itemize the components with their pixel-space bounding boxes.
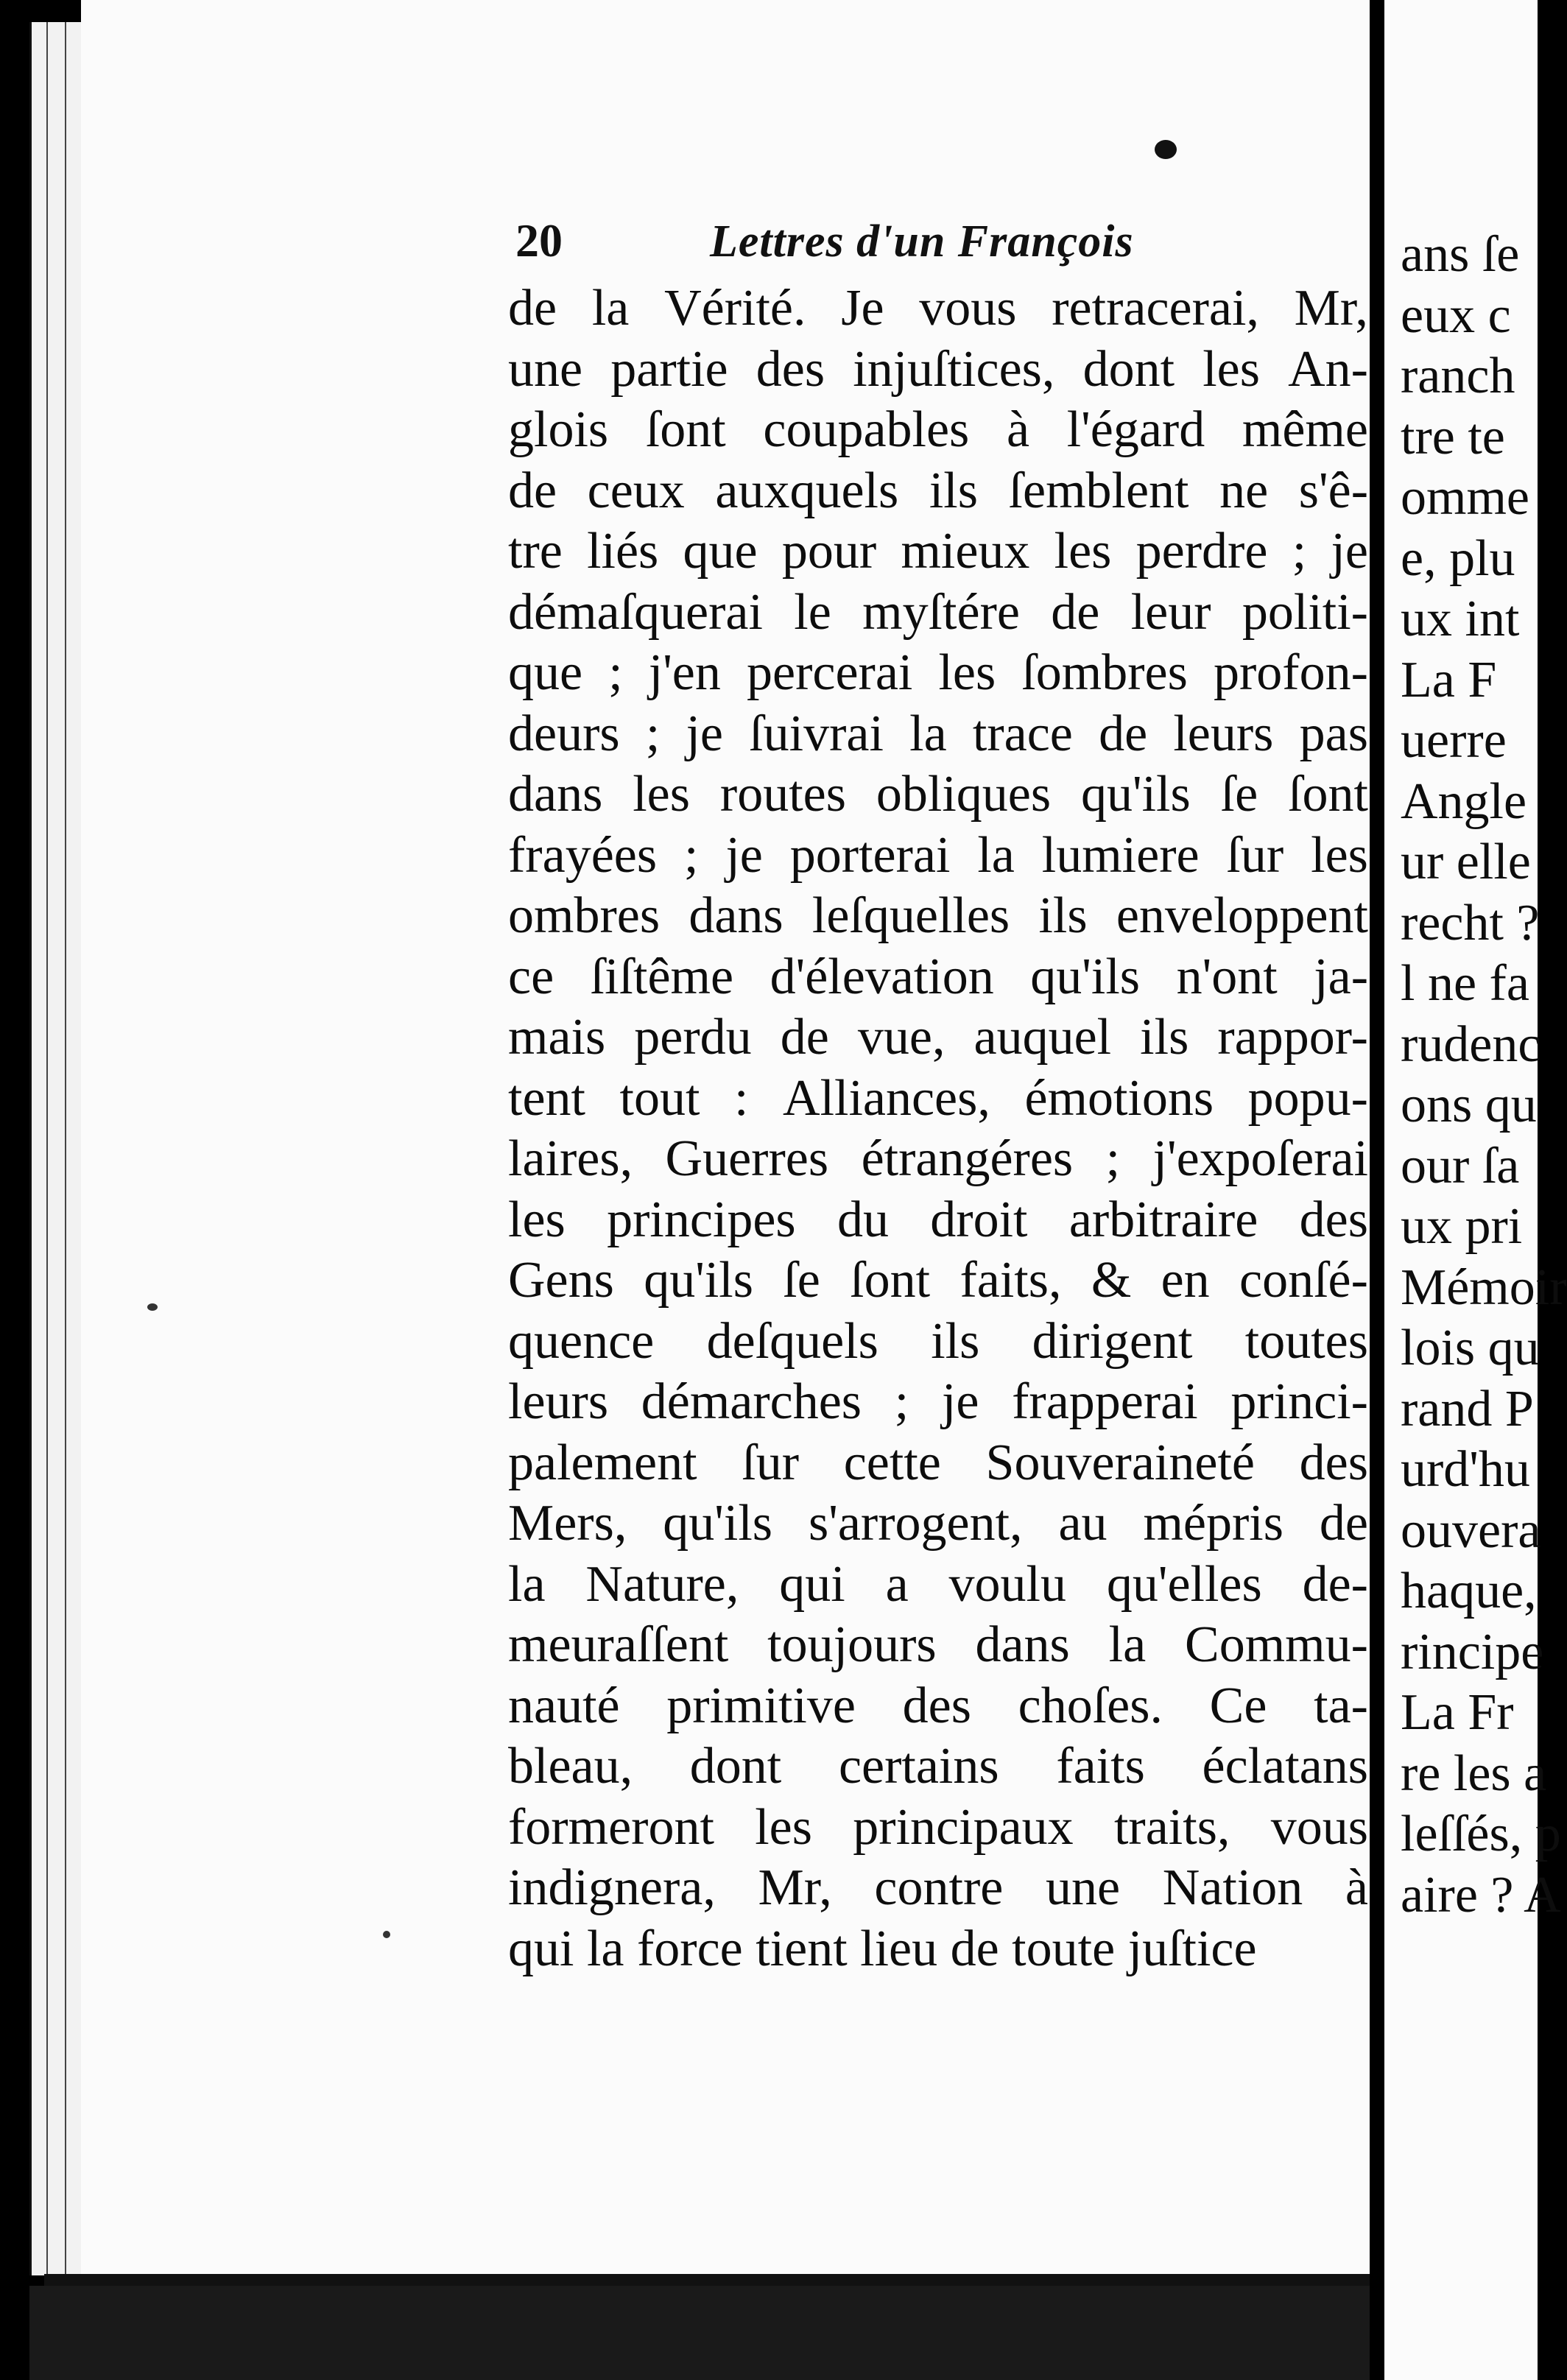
text-line: rincipe: [1401, 1623, 1544, 1680]
text-line: deurs ; je ſuivrai la trace de leurs pas: [508, 705, 1368, 762]
text-line: haque,: [1401, 1563, 1537, 1619]
running-title: Lettres d'un François: [710, 216, 1134, 267]
text-line: meuraſſent toujours dans la Commu-: [508, 1616, 1368, 1673]
text-line: ranch: [1401, 348, 1515, 404]
text-line: glois ſont coupables à l'égard même: [508, 401, 1368, 458]
text-line: ons qu: [1401, 1077, 1537, 1133]
text-line: quence deſquels ils dirigent toutes: [508, 1312, 1368, 1370]
text-line: ans ſe: [1401, 226, 1520, 283]
text-line: eux c: [1401, 286, 1511, 344]
text-line: de ceux auxquels ils ſemblent ne s'ê-: [508, 462, 1368, 519]
text-line: ouvera: [1401, 1501, 1541, 1559]
ink-speck: [147, 1303, 158, 1311]
stack-line: [65, 22, 66, 2275]
text-line: our ſa: [1401, 1137, 1520, 1194]
text-line: ux int: [1401, 591, 1520, 647]
text-line: tent tout : Alliances, émotions popu-: [508, 1069, 1368, 1127]
page-number: 20: [515, 214, 563, 267]
text-line: recht ?: [1401, 894, 1540, 951]
text-line: omme: [1401, 469, 1529, 526]
text-line: ombres dans leſquelles ils enveloppent: [508, 887, 1368, 944]
text-line: Mémoir: [1401, 1258, 1567, 1316]
text-line: rudenc: [1401, 1015, 1541, 1073]
text-line: Angle: [1401, 772, 1527, 830]
text-line: ur elle: [1401, 834, 1531, 890]
text-line: bleau, dont certains faits éclatans: [508, 1738, 1368, 1795]
text-line: que ; j'en percerai les ſombres profon-: [508, 644, 1368, 701]
text-line: formeront les principaux traits, vous: [508, 1798, 1368, 1856]
text-line: rand P: [1401, 1380, 1534, 1437]
text-line: ce ſiſtême d'élevation qu'ils n'ont ja-: [508, 948, 1368, 1005]
text-line: re les a: [1401, 1744, 1547, 1802]
text-line: ux pri: [1401, 1198, 1523, 1255]
text-line: qui la force tient lieu de toute juſtice: [508, 1920, 1257, 1977]
text-line: l ne fa: [1401, 955, 1529, 1012]
text-line: Gens qu'ils ſe ſont faits, & en conſé-: [508, 1252, 1368, 1309]
text-line: leſſés, p: [1401, 1806, 1561, 1862]
text-line: frayées ; je porterai la lumiere ſur les: [508, 826, 1368, 884]
text-line: une partie des injuſtices, dont les An-: [508, 340, 1368, 398]
text-line: la Nature, qui a voulu qu'elles de-: [508, 1555, 1368, 1613]
text-line: uerre: [1401, 712, 1507, 769]
text-line: Mers, qu'ils s'arrogent, au mépris de: [508, 1495, 1368, 1552]
text-line: démaſquerai le myſtére de leur politi-: [508, 583, 1368, 641]
text-line: mais perdu de vue, auquel ils rappor-: [508, 1009, 1368, 1066]
page-bottom-edge: [44, 2274, 1370, 2286]
text-line: aire ? A: [1401, 1866, 1561, 1923]
text-line: de la Vérité. Je vous retracerai, Mr,: [508, 280, 1368, 337]
text-line: les principes du droit arbitraire des: [508, 1191, 1368, 1248]
body-text: [508, 278, 1368, 1979]
text-line: indignera, Mr, contre une Nation à: [508, 1859, 1368, 1916]
text-line: tre te: [1401, 408, 1505, 465]
scan-bottom-margin: [29, 2286, 1384, 2380]
stack-line: [46, 22, 48, 2275]
right-page: [1384, 0, 1567, 2380]
running-head: [515, 214, 1362, 287]
text-line: nauté primitive des choſes. Ce ta-: [508, 1677, 1368, 1734]
text-line: La Fr: [1401, 1684, 1514, 1741]
ink-speck: [1155, 140, 1177, 159]
text-line: leurs démarches ; je frapperai princi-: [508, 1373, 1368, 1430]
text-line: laires, Guerres étrangéres ; j'expoſerai: [508, 1130, 1368, 1187]
text-line: e, plu: [1401, 529, 1515, 587]
ink-speck: [383, 1931, 390, 1938]
text-line: dans les routes obliques qu'ils ſe ſont: [508, 766, 1368, 823]
text-line: La F: [1401, 651, 1497, 708]
text-line: tre liés que pour mieux les perdre ; je: [508, 523, 1368, 580]
right-page-text: [1401, 225, 1567, 1926]
text-line: palement ſur cette Souveraineté des: [508, 1434, 1368, 1491]
text-line: urd'hu: [1401, 1441, 1530, 1498]
text-line: lois qu: [1401, 1320, 1540, 1376]
